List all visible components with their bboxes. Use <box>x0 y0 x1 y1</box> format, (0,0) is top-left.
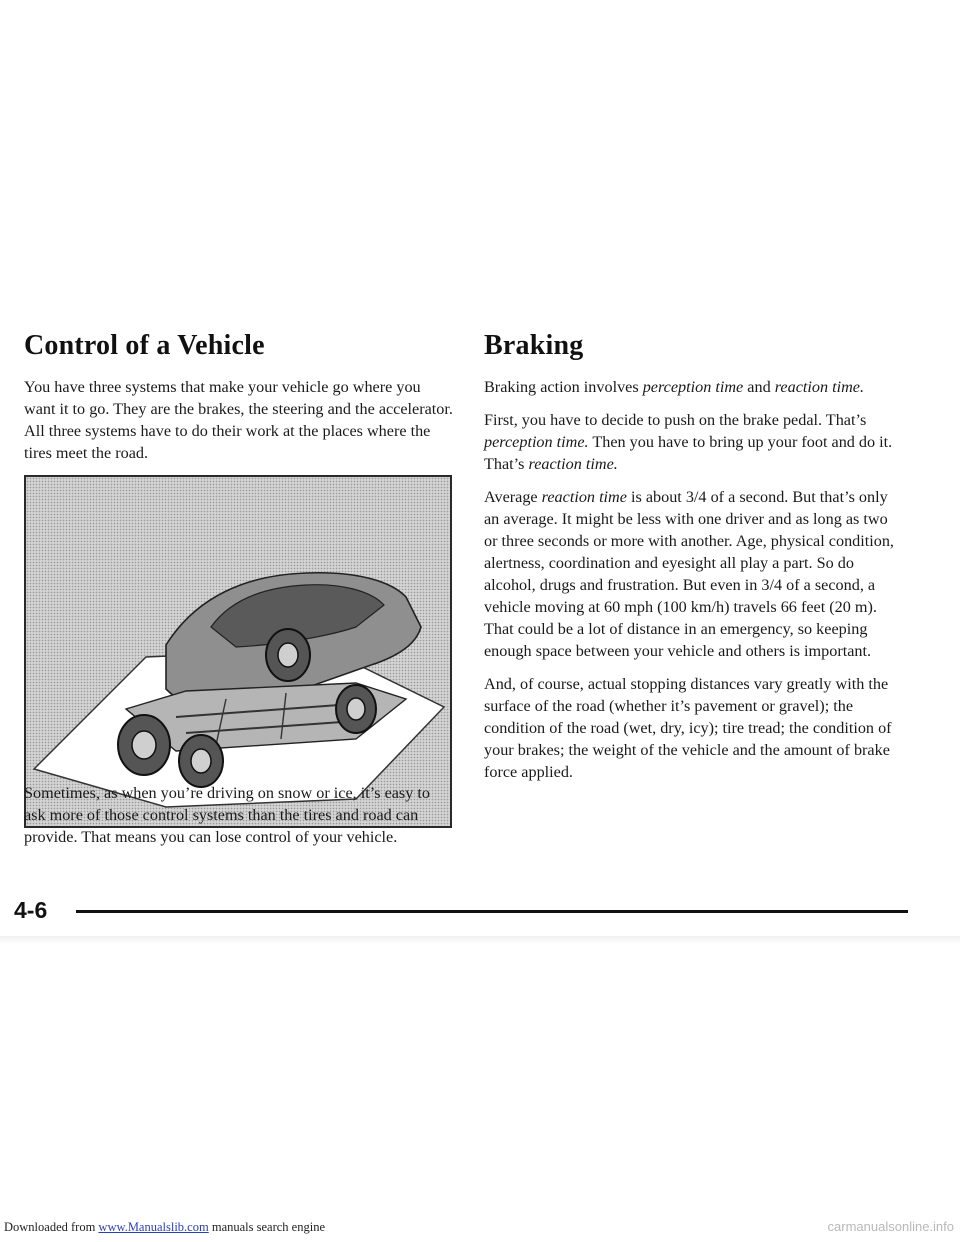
left-closing-paragraph-wrap <box>24 782 454 859</box>
page-footer <box>14 897 904 927</box>
car-drawing <box>26 477 450 826</box>
page-number: 4-6 <box>14 897 48 923</box>
right-column <box>484 330 904 794</box>
manualslib-link[interactable]: www.Manualslib.com <box>98 1220 209 1234</box>
section-title-braking: Braking <box>484 330 584 361</box>
braking-paragraph-1: Braking action involves perception time and reaction time. <box>484 378 865 396</box>
braking-paragraph-3: Average reaction time is about 3/4 of a second. But that’s only an average. It might be less with one driver and as long as two or three seconds or more with another. Age, physical condition, alertness, coordination and eyesight all play a part. So do alcohol, drugs and frustration. But even in 3/4 of a second, a vehicle moving at 60 mph (100 km/h) travels 66 feet (20 m). That could be a lot of distance in an emergency, so keeping enough space between your vehicle and others is important. <box>484 488 894 660</box>
footer-rule <box>76 910 908 913</box>
closing-paragraph: Sometimes, as when you’re driving on snow or ice, it’s easy to ask more of those control systems than the tires and road can provide. That means you can lose control of your vehicle. <box>24 784 430 846</box>
download-banner: Downloaded from www.Manualslib.com manuals search engine <box>4 1220 325 1234</box>
intro-paragraph: You have three systems that make your vehicle go where you want it to go. They are the brakes, the steering and the accelerator. All three systems have to do their work at the places where the tires meet the road. <box>24 378 453 462</box>
left-column <box>24 330 454 828</box>
braking-paragraph-4: And, of course, actual stopping distances vary greatly with the surface of the road (whether it’s pavement or gravel); the condition of the road (wet, dry, icy); tire tread; the condition of your brakes; the weight of the vehicle and the amount of brake force applied. <box>484 675 892 781</box>
section-title-control: Control of a Vehicle <box>24 330 265 361</box>
braking-paragraph-2: First, you have to decide to push on the brake pedal. That’s perception time. Then you have to bring up your foot and do it. That’s reaction time. <box>484 411 893 473</box>
vehicle-chassis-illustration <box>24 475 452 828</box>
page-edge-shadow <box>0 936 960 944</box>
watermark-text: carmanualsonline.info <box>827 1219 954 1234</box>
